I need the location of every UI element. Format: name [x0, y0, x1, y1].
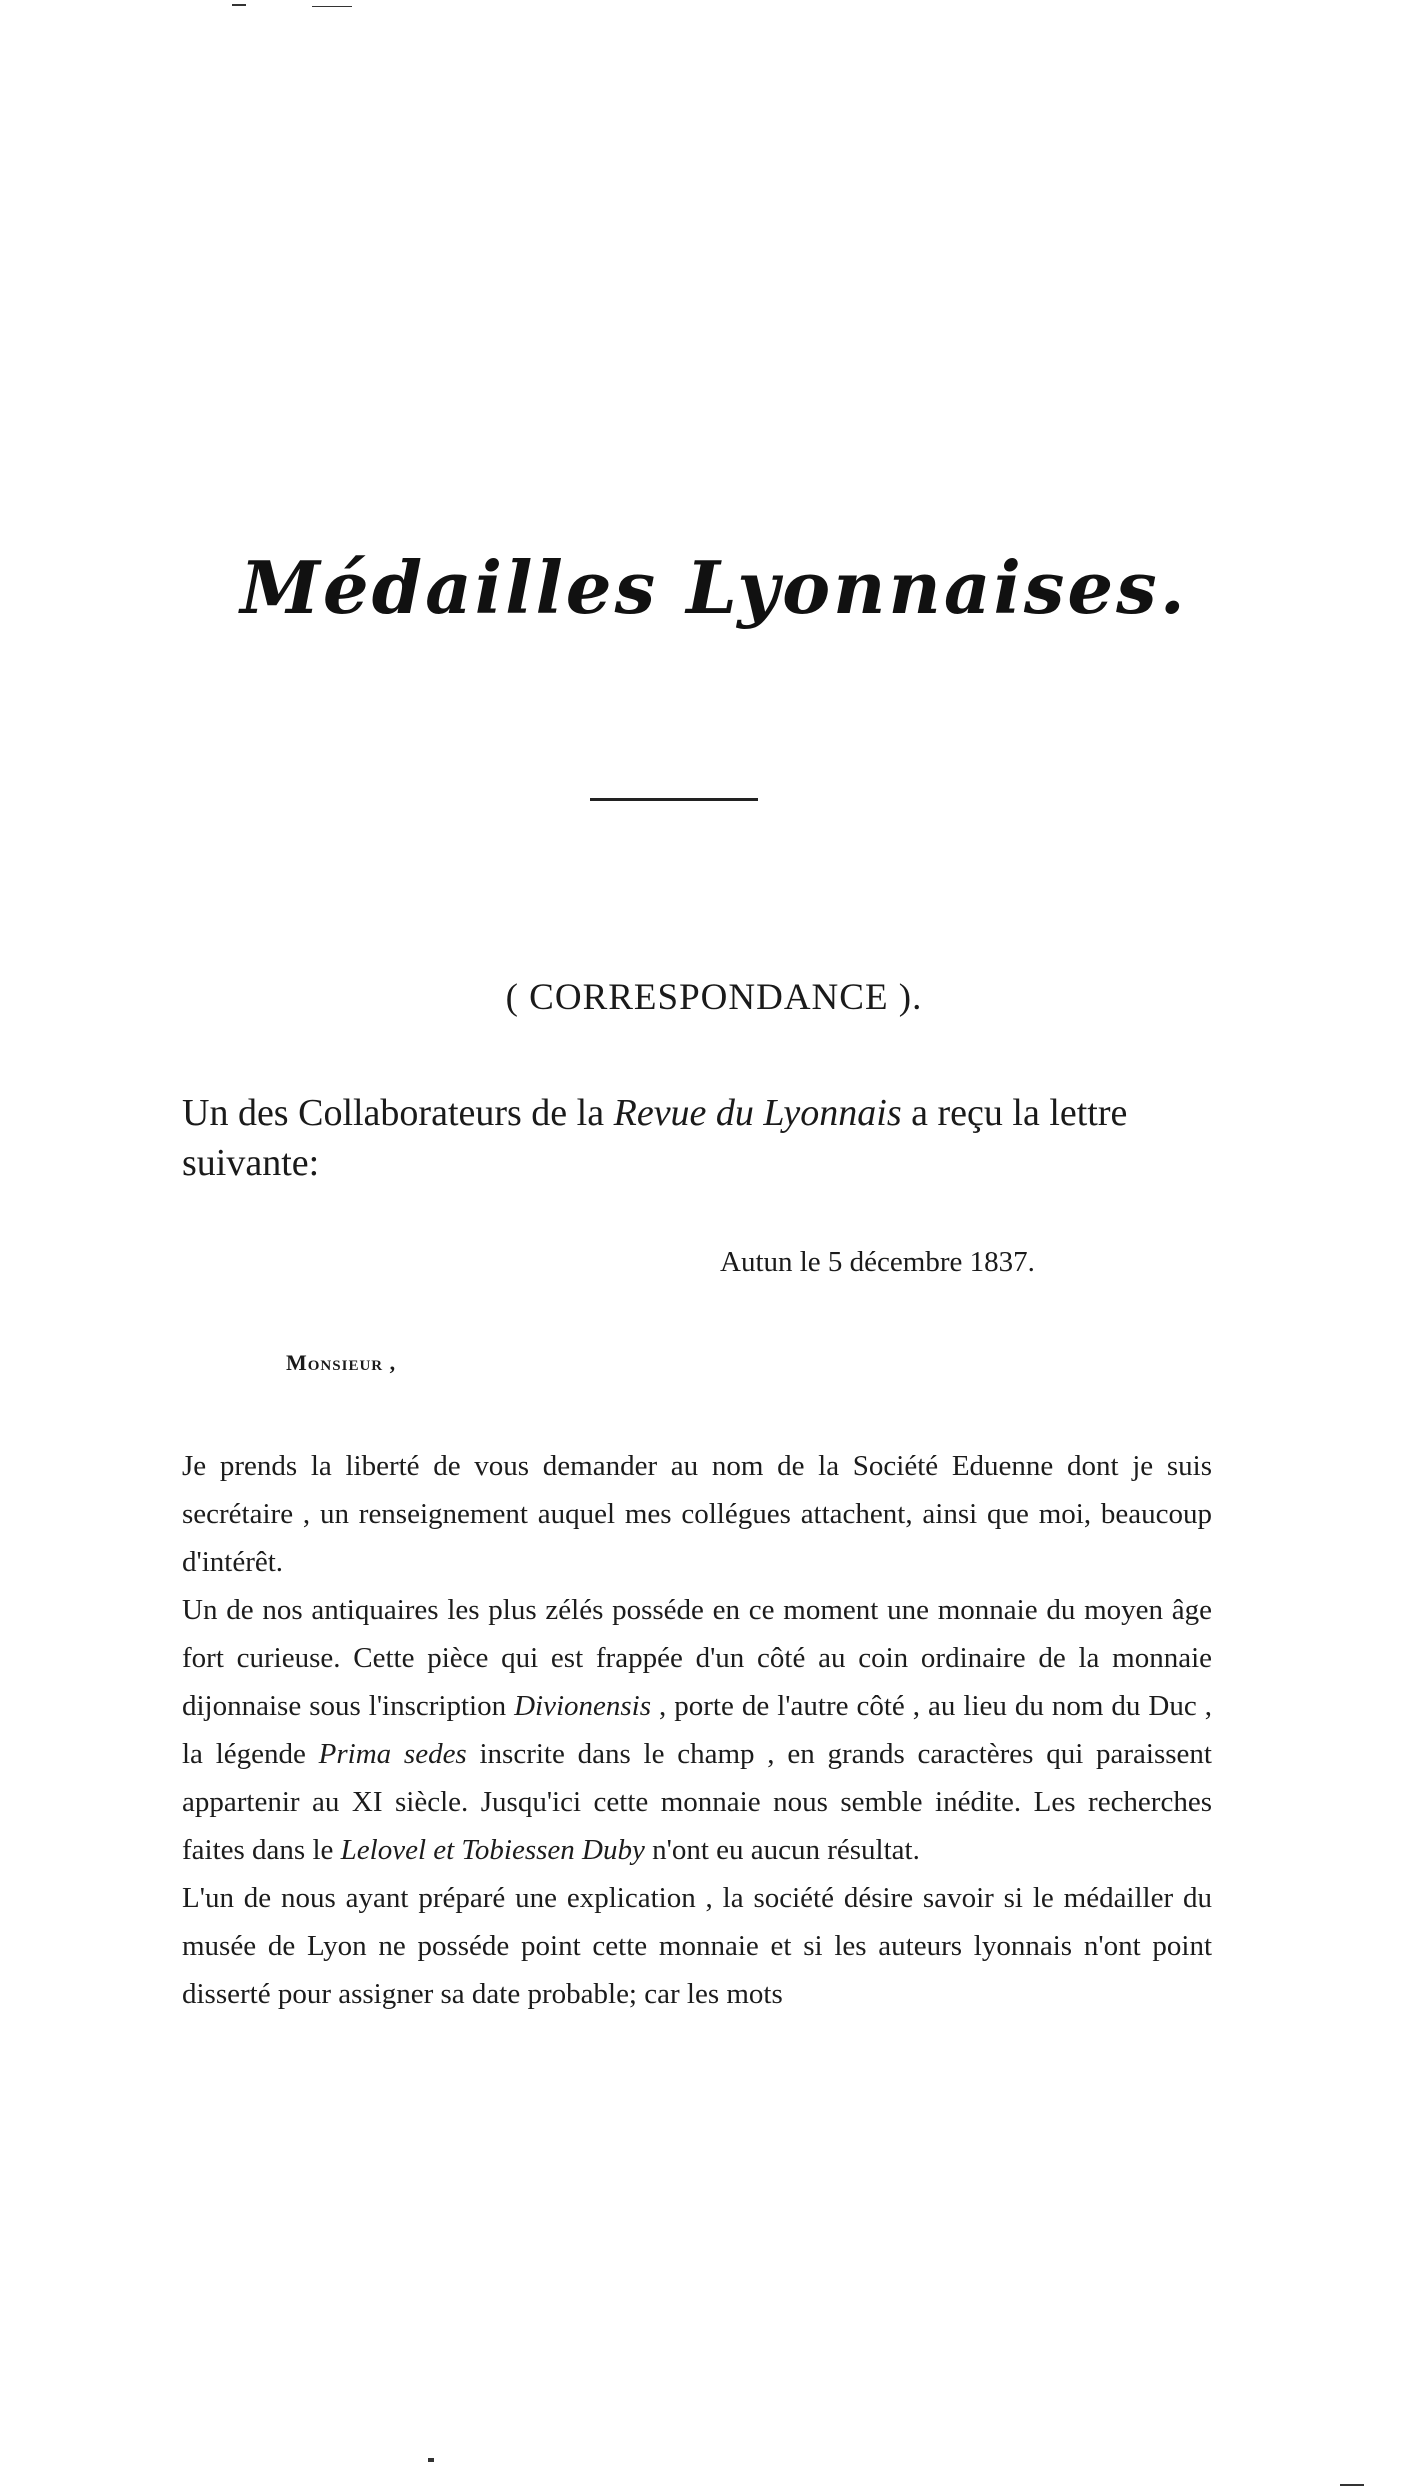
p2-text-3: inscrite dans le champ , en grands caractères qui paraissent appartenir au XI siècle. Jusqu'ici cette monnaie nous semble inédite. Les recherches faites dans le [182, 1738, 1212, 1866]
inscription-text: Divionensis [514, 1690, 652, 1722]
intro-text-before: Un des Collaborateurs de la [182, 1092, 614, 1134]
paragraph-3: L'un de nous ayant préparé une explication , la société désire savoir si le médailler du musée de Lyon ne posséde point cette monnaie et si les auteurs lyonnais n'ont point disserté pour assigner sa date probable; car les mots [182, 1882, 1212, 2010]
p2-text-1: Un de nos antiquaires les plus zélés posséde en ce moment une monnaie du moyen âge fort curieuse. Cette pièce qui est frappée d'un côté au coin ordinaire de la monnaie dijonnaise sous l'inscription [182, 1594, 1212, 1722]
intro-paragraph [182, 1088, 1242, 1188]
section-heading: ( CORRESPONDANCE ). [505, 977, 923, 1018]
legend-text: Prima sedes [318, 1738, 467, 1770]
scan-mark-bottom-right [1340, 2484, 1364, 2486]
scan-mark-bottom [428, 2458, 434, 2462]
references-text: Lelovel et Tobiessen Duby [340, 1834, 645, 1866]
paragraph-2 [182, 1586, 1212, 1874]
p2-text-4: n'ont eu aucun résultat. [644, 1834, 920, 1866]
letter-dateline: Autun le 5 décembre 1837. [720, 1246, 1035, 1278]
title-divider [590, 798, 758, 801]
page-title: Médailles Lyonnaises. [240, 545, 1188, 630]
scan-mark-top [232, 4, 246, 6]
intro-text-after: a reçu la lettre suivante: [182, 1092, 1128, 1184]
letter-salutation: Monsieur , [286, 1350, 397, 1375]
journal-name: Revue du Lyonnais [613, 1092, 902, 1134]
paragraph-1: Je prends la liberté de vous demander au nom de la Société Eduenne dont je suis secrétaire , un renseignement auquel mes collégues attachent, ainsi que moi, beaucoup d'intérêt. [182, 1450, 1212, 1578]
scan-mark-top-right [312, 6, 352, 7]
letter-body [182, 1442, 1212, 2018]
p2-text-2: , porte de l'autre côté , au lieu du nom du Duc , la légende [182, 1690, 1212, 1770]
